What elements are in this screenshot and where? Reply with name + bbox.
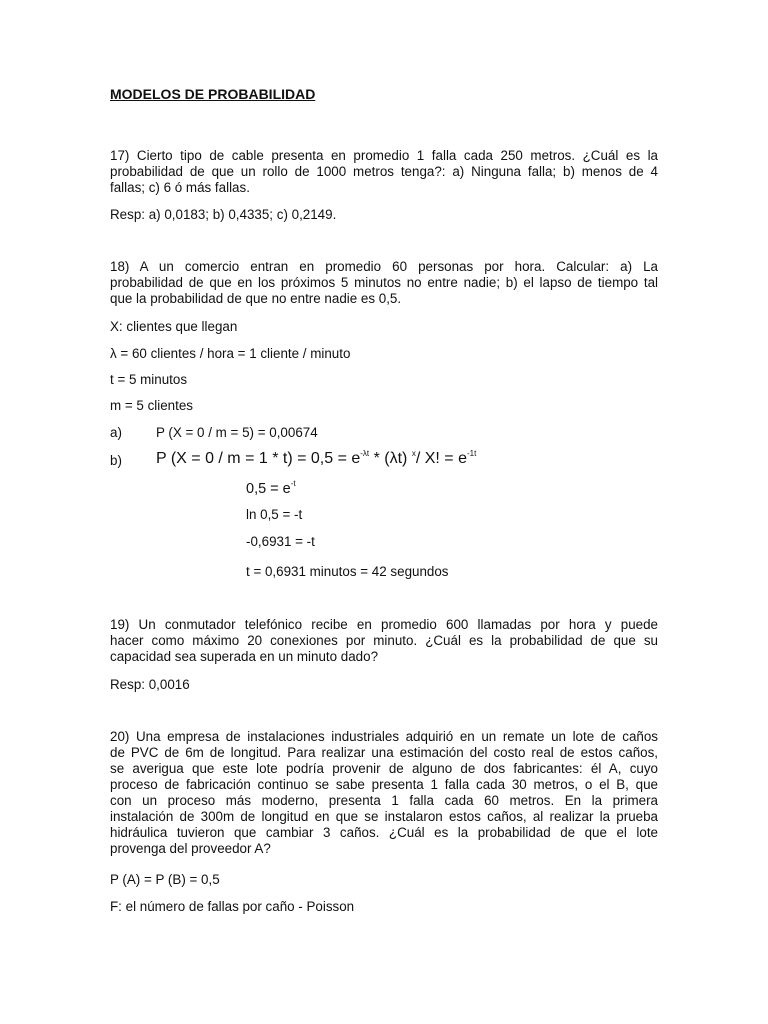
part-b-eq-part-2: * (λt): [369, 450, 412, 467]
problem-20-line-2: de PVC de 6m de longitud. Para realizar una estimación del costo real de estos caños,: [110, 745, 658, 760]
part-b-equation: [156, 448, 477, 467]
part-b-eq-part-3: / X! = e: [415, 450, 467, 467]
prior-probability: P (A) = P (B) = 0,5: [110, 872, 220, 887]
part-b-sup-3: -1t: [466, 448, 477, 458]
solution-step-2: ln 0,5 = -t: [246, 507, 303, 522]
part-b-sup-1: -λt: [360, 448, 370, 458]
problem-20-line-6: instalación de 300m de longitud en que se instalaron estos caños, al realizar la prueba: [110, 809, 658, 824]
solution-step-1: [246, 481, 296, 497]
problem-20-line-3: se averigua que este lote podría provenir de alguno de dos fabricantes: él A, cuyo: [110, 761, 658, 776]
mean-definition: m = 5 clientes: [110, 398, 193, 413]
problem-19-line-3: capacidad sea superada en un minuto dado?: [110, 649, 379, 664]
problem-20-line-1: 20) Una empresa de instalaciones industriales adquirió en un remate un lote de caños: [110, 729, 658, 744]
problem-19-text: [110, 617, 658, 665]
page-title: MODELOS DE PROBABILIDAD: [110, 86, 316, 102]
part-b-label: b): [110, 453, 122, 468]
part-b-eq-part-1: P (X = 0 / m = 1 * t) = 0,5 = e: [156, 450, 361, 467]
problem-17-line-3: fallas; c) 6 ó más fallas.: [110, 180, 250, 195]
solution-step-3: -0,6931 = -t: [246, 534, 315, 549]
problem-17-text: [110, 148, 658, 196]
problem-20-line-8: provenga del proveedor A?: [110, 841, 271, 856]
variable-f-definition: F: el número de fallas por caño - Poisson: [110, 899, 355, 914]
problem-17-line-2: probabilidad de que un rollo de 1000 metros tenga?: a) Ninguna falla; b) menos de 4: [110, 164, 658, 179]
part-a-equation: P (X = 0 / m = 5) = 0,00674: [156, 425, 318, 440]
problem-17-line-1: 17) Cierto tipo de cable presenta en promedio 1 falla cada 250 metros. ¿Cuál es la: [110, 148, 658, 163]
problem-18-text: [110, 259, 658, 307]
problem-19-line-1: 19) Un conmutador telefónico recibe en promedio 600 llamadas por hora y puede: [110, 617, 658, 632]
problem-20-line-4: proceso de fabricación continuo se sabe presenta 1 falla cada 30 metros, o el B, que: [110, 777, 658, 792]
step-1-sup: -t: [290, 479, 296, 489]
problem-20-text: [110, 729, 658, 857]
part-b-sup-2: x: [411, 448, 416, 458]
problem-20-line-7: hidráulica tuvieron que cambiar 3 caños. ¿Cuál es la probabilidad de que el lote: [110, 825, 658, 840]
step-1-base: 0,5 = e: [246, 481, 291, 497]
problem-17-answer: Resp: a) 0,0183; b) 0,4335; c) 0,2149.: [110, 207, 337, 222]
lambda-definition: λ = 60 clientes / hora = 1 cliente / minuto: [110, 346, 351, 361]
problem-18-line-2: probabilidad de que en los próximos 5 minutos no entre nadie; b) el lapso de tiempo tal: [110, 275, 658, 290]
solution-step-4: t = 0,6931 minutos = 42 segundos: [246, 564, 449, 579]
time-definition: t = 5 minutos: [110, 372, 188, 387]
problem-20-line-5: con un proceso más moderno, presenta 1 falla cada 60 metros. En la primera: [110, 793, 658, 808]
problem-18-line-1: 18) A un comercio entran en promedio 60 personas por hora. Calcular: a) La: [110, 259, 658, 274]
part-a-label: a): [110, 425, 122, 440]
variable-definition: X: clientes que llegan: [110, 319, 238, 334]
problem-18-line-3: que la probabilidad de que no entre nadie es 0,5.: [110, 291, 402, 306]
problem-19-answer: Resp: 0,0016: [110, 677, 190, 692]
problem-19-line-2: hacer como máximo 20 conexiones por minuto. ¿Cuál es la probabilidad de que su: [110, 633, 658, 648]
